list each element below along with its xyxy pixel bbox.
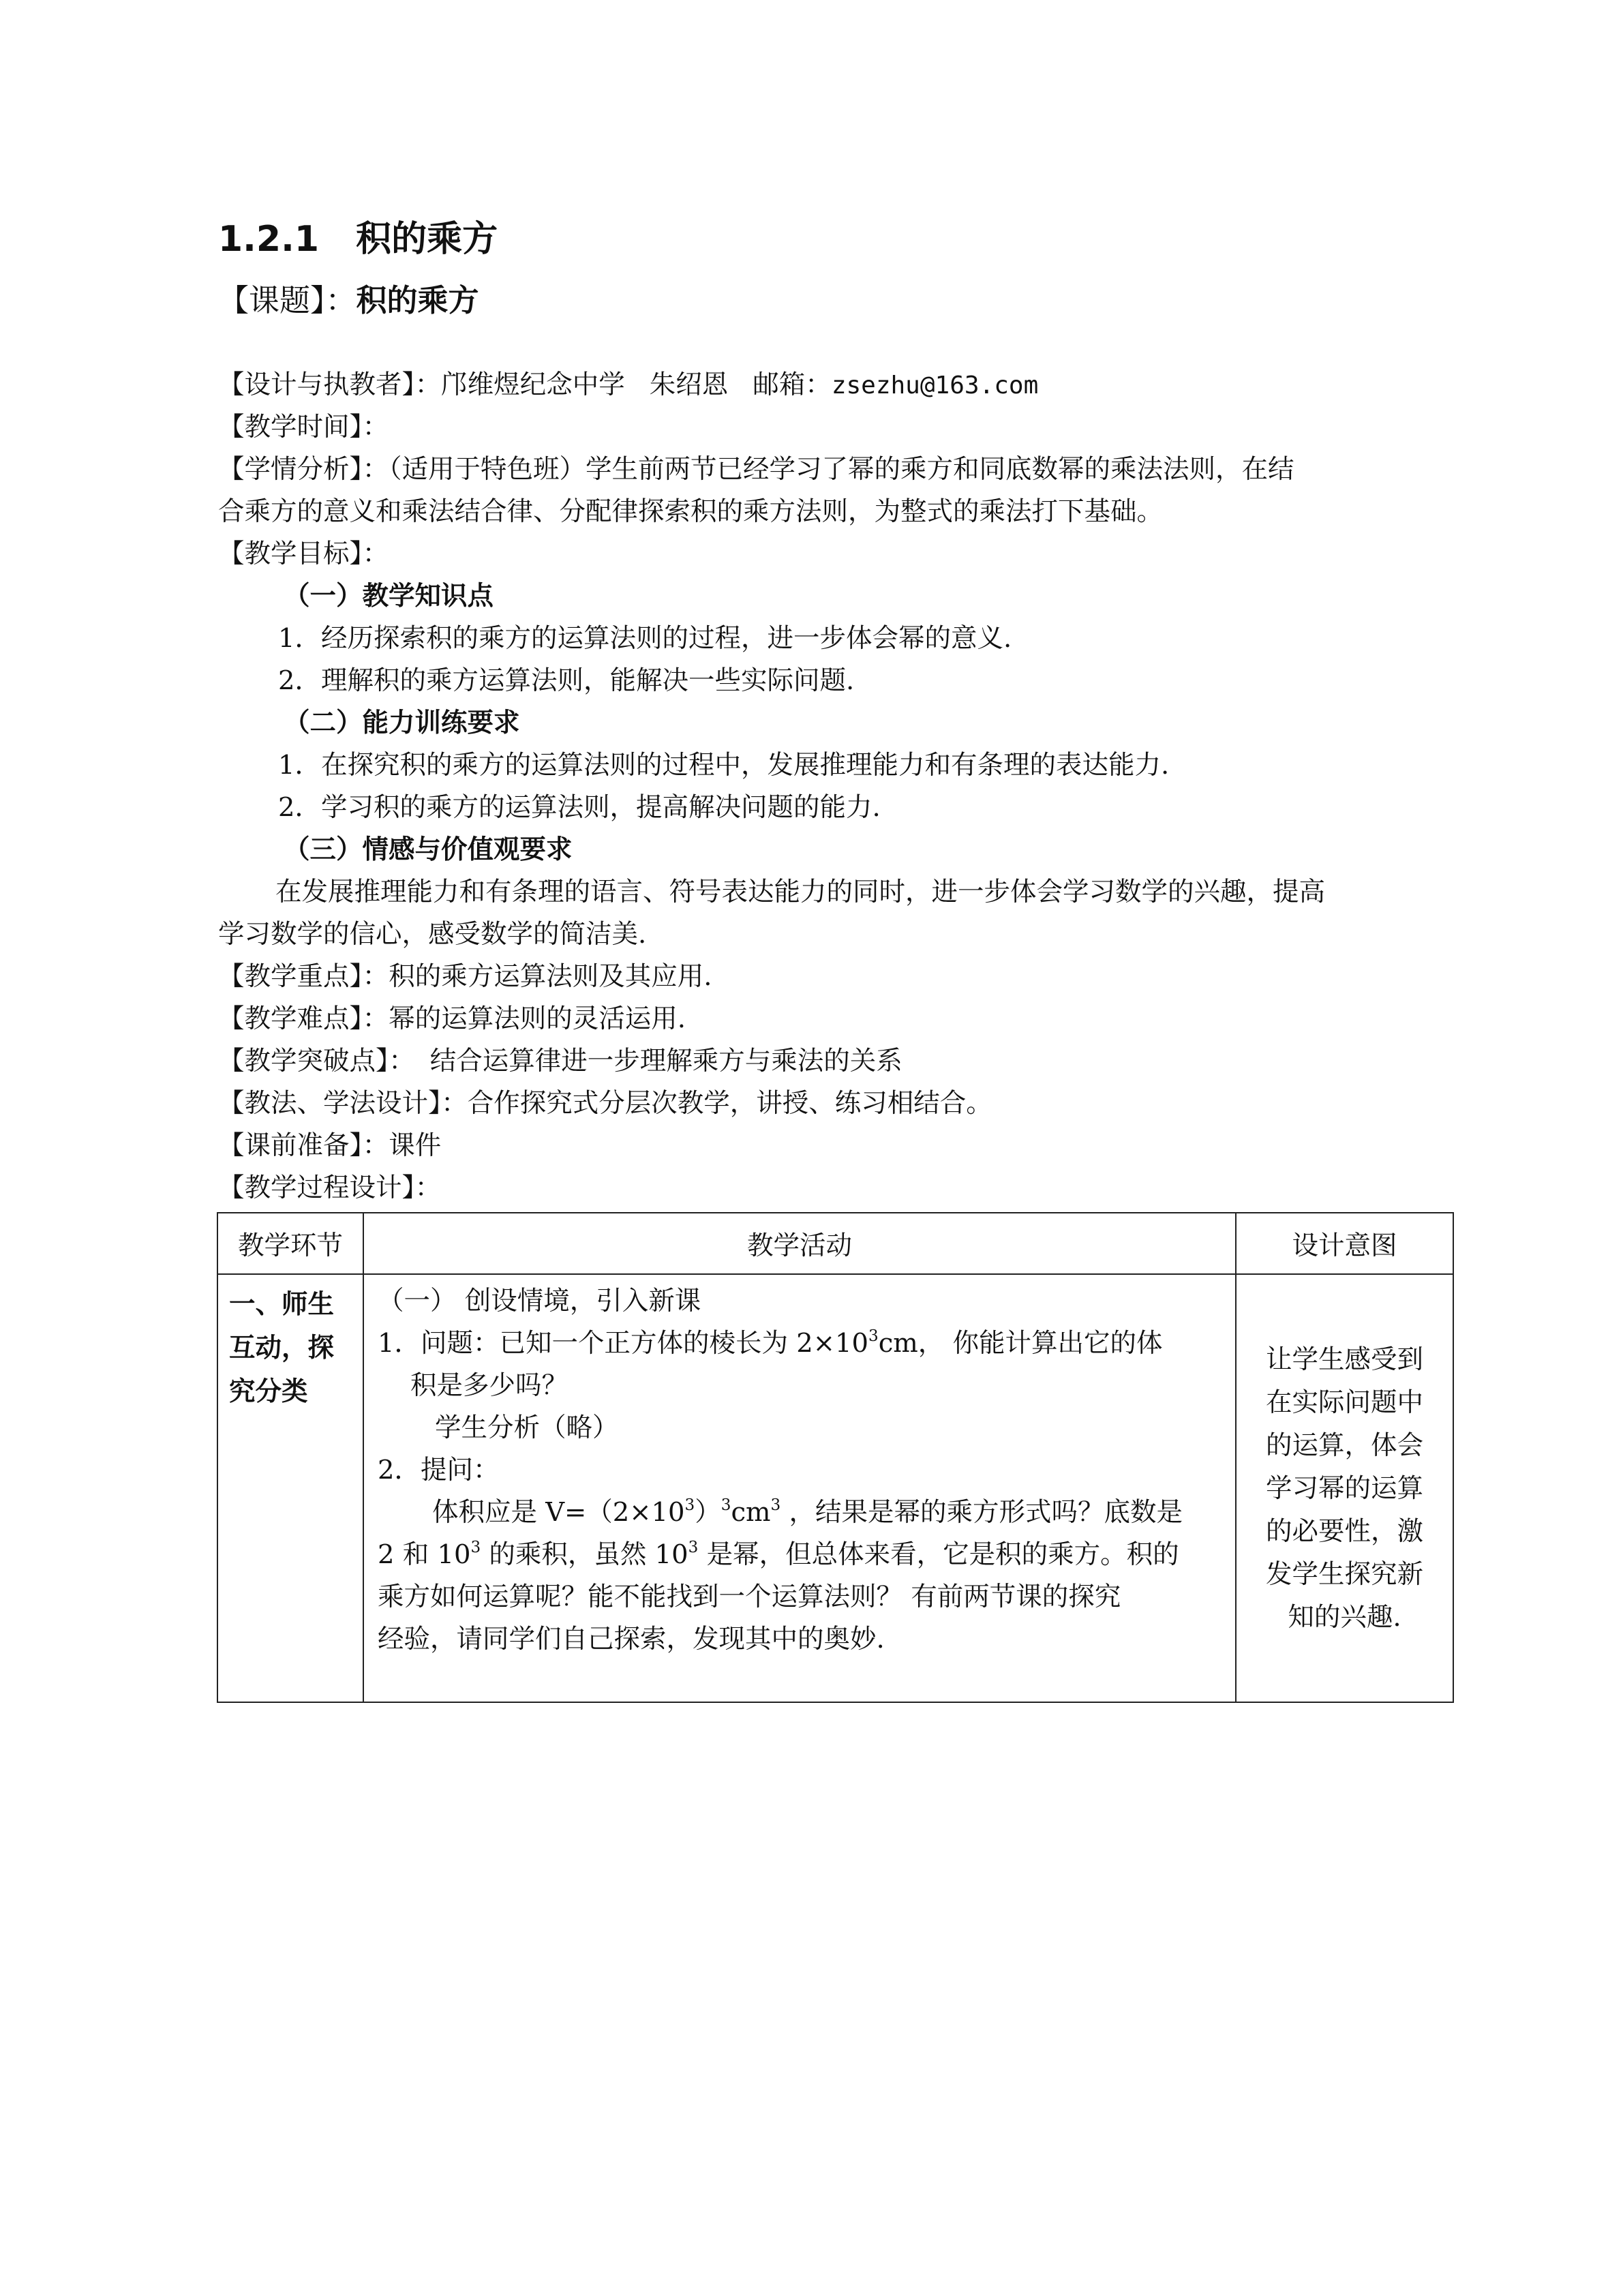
ask-para-line1 bbox=[378, 1492, 1219, 1534]
difficulty-label: 【教学难点】： bbox=[218, 1003, 389, 1034]
email-address: zsezhu@163.com bbox=[831, 372, 1039, 399]
stage-line: 一、师生 bbox=[229, 1289, 335, 1320]
text: 2 和 10 bbox=[378, 1539, 471, 1570]
activity-question bbox=[378, 1323, 1219, 1365]
intent-line: 发学生探究新 bbox=[1265, 1558, 1423, 1590]
prep-text: 课件 bbox=[389, 1130, 442, 1161]
table-row bbox=[217, 1274, 1453, 1702]
intent-line: 的必要性，激 bbox=[1265, 1515, 1423, 1547]
intent-line: 的运算，体会 bbox=[1265, 1430, 1423, 1461]
goal1-item2: 2．理解积的乘方运算法则，能解决一些实际问题. bbox=[278, 665, 855, 696]
exponent: 3 bbox=[688, 1538, 699, 1556]
section-title-text: 积的乘方 bbox=[356, 219, 498, 260]
time-row bbox=[218, 406, 1438, 449]
intent-cell bbox=[1236, 1274, 1453, 1702]
key-text: 积的乘方运算法则及其应用. bbox=[389, 961, 712, 992]
exponent: 3 bbox=[721, 1496, 731, 1514]
email-label: 邮箱： bbox=[753, 369, 832, 400]
analysis-text-line2: 合乘方的意义和乘法结合律、分配律探索积的乘方法则，为整式的乘法打下基础。 bbox=[218, 496, 1164, 527]
intent-line: 知的兴趣. bbox=[1288, 1601, 1401, 1633]
section-number: 1.2.1 bbox=[218, 219, 320, 260]
designer-school: 邝维煜纪念中学 bbox=[441, 369, 625, 400]
text: 的乘积，虽然 10 bbox=[481, 1539, 688, 1570]
goal1-heading: （一）教学知识点 bbox=[284, 581, 494, 611]
exponent: 3 bbox=[684, 1496, 695, 1514]
breakthrough-label: 【教学突破点】： bbox=[218, 1046, 415, 1076]
teaching-process-table bbox=[217, 1212, 1454, 1703]
exponent: 3 bbox=[770, 1496, 781, 1514]
header-intent: 设计意图 bbox=[1236, 1213, 1453, 1274]
ask-para-line2 bbox=[378, 1534, 1219, 1576]
difficulty-row bbox=[218, 998, 1438, 1040]
question-line2: 积是多少吗？ bbox=[410, 1370, 568, 1401]
designer-name: 朱绍恩 bbox=[649, 369, 729, 400]
method-label: 【教法、学法设计】： bbox=[218, 1088, 468, 1119]
breakthrough-text: 结合运算律进一步理解乘方与乘法的关系 bbox=[429, 1046, 902, 1076]
question-text: cm， 你能计算出它的体 bbox=[878, 1328, 1163, 1359]
lesson-title: 积的乘方 bbox=[356, 282, 479, 318]
breakthrough-row bbox=[218, 1040, 1438, 1083]
goal2-heading: （二）能力训练要求 bbox=[284, 708, 520, 738]
ask-para-line3: 乘方如何运算呢？能不能找到一个运算法则？ 有前两节课的探究 bbox=[378, 1582, 1121, 1612]
lesson-title-line bbox=[218, 275, 479, 320]
header-activity: 教学活动 bbox=[363, 1213, 1236, 1274]
activity-ask bbox=[378, 1449, 1219, 1492]
difficulty-text: 幂的运算法则的灵活运用. bbox=[389, 1003, 686, 1034]
goal1-item1: 1．经历探索积的乘方的运算法则的过程，进一步体会幂的意义. bbox=[278, 623, 1012, 654]
process-label: 【教学过程设计】： bbox=[218, 1173, 442, 1203]
header-stage: 教学环节 bbox=[217, 1213, 363, 1274]
text: 体积应是 V=（2×10 bbox=[432, 1497, 685, 1528]
method-text: 合作探究式分层次教学，讲授、练习相结合。 bbox=[467, 1088, 992, 1119]
exponent: 3 bbox=[868, 1327, 879, 1345]
activity-heading: （一） 创设情境，引入新课 bbox=[378, 1286, 701, 1316]
activity-cell bbox=[363, 1274, 1236, 1702]
ask-number: 2． bbox=[378, 1455, 421, 1485]
section-title bbox=[218, 210, 498, 261]
designer-label: 【设计与执教者】： bbox=[218, 369, 442, 400]
lesson-label: 【课题】： bbox=[218, 282, 357, 318]
prep-row bbox=[218, 1125, 1438, 1167]
goal3-heading: （三）情感与价值观要求 bbox=[284, 834, 573, 865]
intent-line: 让学生感受到 bbox=[1265, 1344, 1423, 1375]
method-row bbox=[218, 1083, 1438, 1125]
prep-label: 【课前准备】： bbox=[218, 1130, 389, 1161]
goal2-item1: 1．在探究积的乘方的运算法则的过程中，发展推理能力和有条理的表达能力. bbox=[278, 750, 1170, 781]
goal2-item2: 2．学习积的乘方的运算法则，提高解决问题的能力. bbox=[278, 792, 881, 823]
goal3-text-line2: 学习数学的信心，感受数学的简洁美. bbox=[218, 919, 647, 950]
text: 是幂，但总体来看，它是积的乘方。积的 bbox=[698, 1539, 1179, 1570]
goal3-text-line1: 在发展推理能力和有条理的语言、符号表达能力的同时，进一步体会学习数学的兴趣，提高 bbox=[275, 877, 1326, 907]
analysis-text-line1: （适用于特色班）学生前两节已经学习了幂的乘方和同底数幂的乘法法则，在结 bbox=[389, 454, 1294, 485]
text: cm bbox=[731, 1497, 771, 1528]
ask-text: 提问： bbox=[421, 1455, 500, 1485]
stage-cell bbox=[217, 1274, 363, 1702]
analysis-row bbox=[218, 449, 1438, 491]
text: ，结果是幂的乘方形式吗？底数是 bbox=[780, 1497, 1183, 1528]
exponent: 3 bbox=[470, 1538, 481, 1556]
table-header-row bbox=[217, 1213, 1453, 1274]
analysis-label: 【学情分析】： bbox=[218, 454, 389, 485]
time-label: 【教学时间】： bbox=[218, 412, 389, 442]
intent-line: 在实际问题中 bbox=[1265, 1387, 1423, 1418]
question-text: 问题：已知一个正方体的棱长为 2×10 bbox=[421, 1328, 868, 1359]
stage-line: 互动，探 bbox=[229, 1333, 335, 1363]
key-label: 【教学重点】： bbox=[218, 961, 389, 992]
intent-line: 学习幂的运算 bbox=[1265, 1472, 1423, 1504]
text: ） bbox=[695, 1497, 721, 1528]
stage-line: 究分类 bbox=[229, 1376, 308, 1407]
key-row bbox=[218, 956, 1438, 998]
question-number: 1． bbox=[378, 1328, 421, 1359]
goals-label: 【教学目标】： bbox=[218, 539, 389, 569]
lesson-meta bbox=[218, 364, 1438, 1209]
question-line3: 学生分析（略） bbox=[435, 1413, 619, 1443]
ask-para-line4: 经验，请同学们自己探索，发现其中的奥妙. bbox=[378, 1624, 885, 1655]
designer-row bbox=[218, 364, 1438, 406]
